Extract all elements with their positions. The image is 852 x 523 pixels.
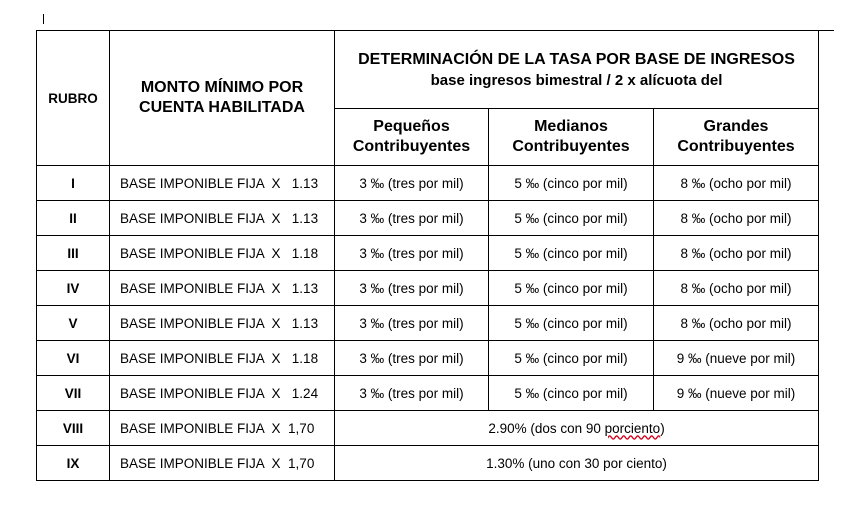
medianos-rate-cell: 5 ‰ (cinco por mil)	[489, 376, 654, 411]
merged-rate-prefix: 2.90% (dos con 90	[488, 420, 605, 436]
rubro-cell: I	[37, 166, 110, 201]
base-cell: BASE IMPONIBLE FIJA X 1.24	[110, 376, 335, 411]
spellcheck-word: porciento	[604, 420, 661, 436]
rubro-cell: V	[37, 306, 110, 341]
medianos-rate-cell: 5 ‰ (cinco por mil)	[489, 341, 654, 376]
header-pequenos-line2: Contribuyentes	[352, 138, 471, 155]
header-grandes-line1: Grandes	[703, 118, 769, 135]
grandes-rate-cell: 8 ‰ (ocho por mil)	[654, 166, 819, 201]
pequenos-rate-cell: 3 ‰ (tres por mil)	[335, 376, 489, 411]
base-cell: BASE IMPONIBLE FIJA X 1.13	[110, 306, 335, 341]
rubro-cell: VII	[37, 376, 110, 411]
medianos-rate-cell: 5 ‰ (cinco por mil)	[489, 166, 654, 201]
medianos-rate-cell: 5 ‰ (cinco por mil)	[489, 201, 654, 236]
pequenos-rate-cell: 3 ‰ (tres por mil)	[335, 166, 489, 201]
pequenos-rate-cell: 3 ‰ (tres por mil)	[335, 271, 489, 306]
base-cell: BASE IMPONIBLE FIJA X 1.18	[110, 341, 335, 376]
pequenos-rate-cell: 3 ‰ (tres por mil)	[335, 341, 489, 376]
header-grandes	[654, 109, 819, 166]
base-cell: BASE IMPONIBLE FIJA X 1,70	[110, 446, 335, 481]
header-determinacion-line2: base ingresos bimestral / 2 x alícuota del	[430, 71, 723, 89]
base-cell: BASE IMPONIBLE FIJA X 1.18	[110, 236, 335, 271]
rubro-cell: II	[37, 201, 110, 236]
grandes-rate-cell: 9 ‰ (nueve por mil)	[654, 376, 819, 411]
corner-mark	[43, 14, 44, 24]
header-monto-minimo	[110, 31, 335, 166]
header-monto-line2: CUENTA HABILITADA	[139, 99, 305, 116]
merged-rate-suffix: )	[660, 420, 665, 436]
merged-rate-cell	[335, 411, 819, 446]
rubro-cell: VIII	[37, 411, 110, 446]
pequenos-rate-cell: 3 ‰ (tres por mil)	[335, 306, 489, 341]
base-cell: BASE IMPONIBLE FIJA X 1.13	[110, 201, 335, 236]
grandes-rate-cell: 8 ‰ (ocho por mil)	[654, 236, 819, 271]
rubro-cell: III	[37, 236, 110, 271]
rubro-cell: IX	[37, 446, 110, 481]
table-row	[37, 201, 819, 236]
base-cell: BASE IMPONIBLE FIJA X 1,70	[110, 411, 335, 446]
header-rule-extension	[818, 30, 834, 31]
base-cell: BASE IMPONIBLE FIJA X 1.13	[110, 271, 335, 306]
grandes-rate-cell: 9 ‰ (nueve por mil)	[654, 341, 819, 376]
tax-rate-table	[36, 30, 819, 481]
table-row	[37, 236, 819, 271]
header-monto-line1: MONTO MÍNIMO POR	[140, 79, 304, 96]
header-rubro: RUBRO	[37, 31, 110, 166]
base-cell: BASE IMPONIBLE FIJA X 1.13	[110, 166, 335, 201]
header-determinacion	[335, 31, 819, 109]
medianos-rate-cell: 5 ‰ (cinco por mil)	[489, 271, 654, 306]
header-medianos	[489, 109, 654, 166]
header-pequenos-line1: Pequeños	[373, 118, 450, 135]
table-row	[37, 446, 819, 481]
pequenos-rate-cell: 3 ‰ (tres por mil)	[335, 236, 489, 271]
table-row	[37, 411, 819, 446]
header-medianos-line1: Medianos	[534, 118, 608, 135]
table-row	[37, 306, 819, 341]
header-medianos-line2: Contribuyentes	[512, 138, 630, 155]
header-determinacion-line1: DETERMINACIÓN DE LA TASA POR BASE DE INGRESOS	[358, 50, 795, 68]
medianos-rate-cell: 5 ‰ (cinco por mil)	[489, 306, 654, 341]
rubro-cell: IV	[37, 271, 110, 306]
medianos-rate-cell: 5 ‰ (cinco por mil)	[489, 236, 654, 271]
rubro-cell: VI	[37, 341, 110, 376]
grandes-rate-cell: 8 ‰ (ocho por mil)	[654, 271, 819, 306]
table-row	[37, 166, 819, 201]
header-grandes-line2: Contribuyentes	[677, 138, 795, 155]
pequenos-rate-cell: 3 ‰ (tres por mil)	[335, 201, 489, 236]
table-row	[37, 341, 819, 376]
header-pequenos	[335, 109, 489, 166]
grandes-rate-cell: 8 ‰ (ocho por mil)	[654, 306, 819, 341]
merged-rate-cell: 1.30% (uno con 30 por ciento)	[335, 446, 819, 481]
grandes-rate-cell: 8 ‰ (ocho por mil)	[654, 201, 819, 236]
table-row	[37, 376, 819, 411]
table-row	[37, 271, 819, 306]
